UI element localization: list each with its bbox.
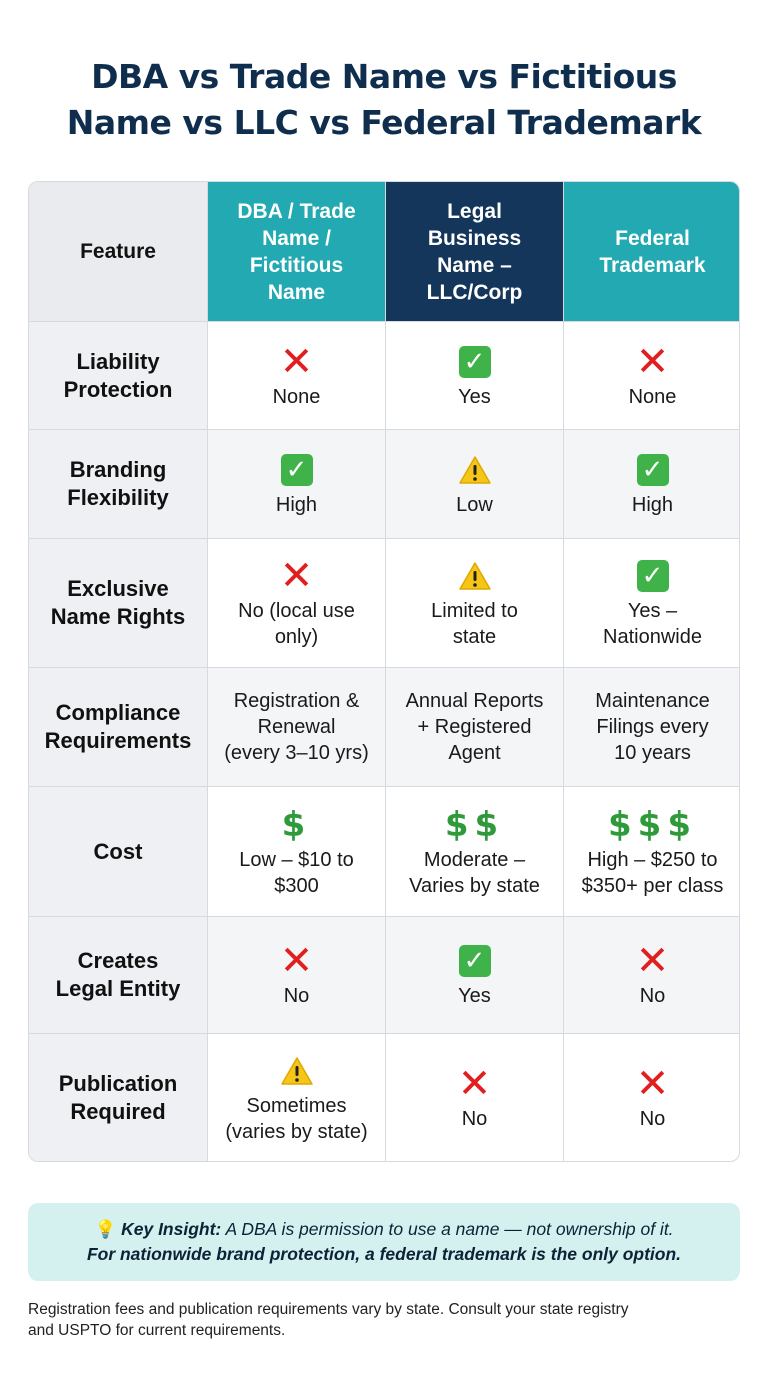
cell-text-line: Protection	[63, 376, 173, 402]
key-insight-text-2: For nationwide brand protection, a federal trademark is the only option.	[86, 1244, 682, 1264]
cell-text-line: LLC/Corp	[426, 280, 523, 304]
table-row	[29, 916, 739, 1033]
value-cell-dba	[207, 787, 385, 916]
header-llc	[385, 182, 563, 321]
cell-text-line: $300	[274, 874, 319, 897]
cell-text-line: Branding	[69, 457, 167, 482]
cell-text-line: Legal	[447, 199, 502, 223]
status-symbol	[459, 941, 491, 981]
dollar-icon: $$$	[608, 804, 697, 845]
check-icon: ✓	[281, 454, 313, 486]
value-cell-dba	[207, 430, 385, 538]
status-symbol	[635, 938, 670, 984]
value-cell-trademark	[563, 430, 740, 538]
cell-text-line: Sometimes	[246, 1094, 347, 1117]
feature-label	[29, 430, 207, 538]
cell-text-line: No	[283, 985, 310, 1007]
page-title-line-1: DBA vs Trade Name vs Fictitious	[91, 57, 677, 96]
cell-text-line: Moderate –	[423, 848, 526, 871]
cell-text-line: Trademark	[599, 253, 706, 277]
cell-text-line: No	[639, 1107, 666, 1130]
footnote	[28, 1299, 740, 1341]
cell-text-line: Filings every	[596, 716, 709, 738]
value-cell-trademark	[563, 539, 740, 667]
x-icon: ✕	[279, 338, 314, 385]
x-icon: ✕	[279, 553, 314, 599]
status-symbol	[635, 338, 670, 385]
header-trademark	[563, 182, 740, 321]
cell-text-line: Fictitious	[249, 253, 344, 277]
cell-text-line: DBA / Trade	[237, 199, 356, 223]
cell-text-line: High – $250 to	[587, 848, 718, 871]
comparison-table	[28, 181, 740, 1162]
status-symbol	[459, 342, 491, 382]
feature-label	[29, 539, 207, 667]
cell-text-line: Legal Entity	[55, 976, 181, 1001]
cell-text-line: Name Rights	[50, 604, 186, 629]
warning-icon	[458, 561, 492, 591]
check-icon: ✓	[459, 346, 491, 378]
cell-text-line: Exclusive	[67, 576, 169, 601]
value-cell-llc	[385, 787, 563, 916]
feature-label	[29, 322, 207, 429]
cell-text-line: High	[631, 494, 674, 516]
cell-text-line: Feature	[80, 240, 156, 263]
footnote-line-1: Registration fees and publication requirements vary by state. Consult your state registry	[28, 1301, 629, 1318]
value-cell-trademark	[563, 917, 740, 1033]
table-row	[29, 786, 739, 916]
status-symbol	[281, 450, 313, 490]
cell-text-line: $350+ per class	[581, 874, 724, 897]
cell-text-line: state	[452, 626, 497, 648]
value-cell-dba	[207, 322, 385, 429]
cell-text-line: Flexibility	[67, 485, 169, 510]
value-cell-trademark	[563, 322, 740, 429]
value-cell-dba	[207, 668, 385, 786]
status-symbol	[457, 1060, 492, 1107]
cell-text-line: Annual Reports	[405, 690, 544, 712]
value-cell-llc	[385, 430, 563, 538]
dollar-icon: $	[281, 804, 312, 845]
cell-text-line: Liability	[76, 348, 160, 374]
x-icon: ✕	[635, 938, 670, 984]
status-symbol	[282, 805, 312, 845]
table-header-row	[29, 182, 739, 321]
x-icon: ✕	[635, 338, 670, 385]
cell-text-line: Compliance	[55, 700, 181, 725]
status-symbol	[279, 553, 314, 599]
key-insight-line-2	[87, 1242, 681, 1267]
value-cell-llc	[385, 1034, 563, 1161]
cell-text-line: + Registered	[417, 716, 532, 738]
table-row	[29, 321, 739, 429]
x-icon: ✕	[279, 938, 314, 984]
check-icon: ✓	[637, 560, 669, 592]
cell-text-line: Low	[456, 494, 493, 516]
cell-text-line: None	[628, 385, 677, 408]
cell-text-line: 10 years	[614, 742, 691, 764]
page-title	[0, 54, 768, 146]
cell-text-line: Federal	[615, 226, 690, 250]
feature-label	[29, 917, 207, 1033]
status-symbol	[608, 805, 697, 845]
cell-text-line: Agent	[448, 742, 501, 764]
cell-text-line: Limited to	[431, 600, 518, 622]
lightbulb-icon: 💡	[94, 1219, 117, 1239]
cell-text-line: (varies by state)	[225, 1120, 368, 1143]
header-feature	[29, 182, 207, 321]
check-icon: ✓	[637, 454, 669, 486]
page-title-line-2: Name vs LLC vs Federal Trademark	[66, 103, 702, 142]
status-symbol	[635, 1060, 670, 1107]
status-symbol	[445, 805, 504, 845]
value-cell-trademark	[563, 668, 740, 786]
value-cell-dba	[207, 917, 385, 1033]
warning-icon	[280, 1056, 314, 1086]
cell-text-line: Varies by state	[409, 874, 540, 897]
value-cell-trademark	[563, 1034, 740, 1161]
cell-text-line: No	[461, 1107, 488, 1130]
cell-text-line: None	[272, 385, 321, 408]
table-row	[29, 1033, 739, 1161]
status-symbol	[637, 556, 669, 596]
table-row	[29, 667, 739, 786]
table-row	[29, 538, 739, 667]
feature-label	[29, 668, 207, 786]
status-symbol	[458, 450, 492, 490]
value-cell-llc	[385, 539, 563, 667]
status-symbol	[279, 938, 314, 984]
cell-text-line: Low – $10 to	[239, 848, 354, 871]
cell-text-line: High	[275, 494, 318, 516]
cell-text-line: Yes	[458, 385, 491, 408]
status-symbol	[279, 338, 314, 385]
cell-text-line: Name	[267, 280, 326, 304]
cell-text-line: Name /	[262, 226, 331, 250]
cell-text-line: Business	[427, 226, 522, 250]
cell-text-line: No (local use	[238, 600, 355, 622]
cell-text-line: Required	[70, 1098, 166, 1124]
dollar-icon: $$	[444, 804, 505, 845]
cell-text-line: Cost	[93, 838, 143, 864]
cell-text-line: Creates	[77, 948, 159, 973]
cell-text-line: Maintenance	[595, 690, 710, 712]
footnote-line-2: and USPTO for current requirements.	[28, 1322, 286, 1339]
status-symbol	[458, 556, 492, 596]
status-symbol	[637, 450, 669, 490]
value-cell-trademark	[563, 787, 740, 916]
cell-text-line: Name –	[437, 253, 512, 277]
value-cell-dba	[207, 1034, 385, 1161]
feature-label	[29, 787, 207, 916]
cell-text-line: No	[639, 985, 666, 1007]
cell-text-line: (every 3–10 yrs)	[224, 742, 369, 764]
key-insight-label: Key Insight:	[121, 1219, 222, 1239]
cell-text-line: Registration &	[233, 690, 360, 712]
key-insight-box	[28, 1203, 740, 1281]
warning-icon	[458, 455, 492, 485]
value-cell-llc	[385, 917, 563, 1033]
feature-label	[29, 1034, 207, 1161]
cell-text-line: Publication	[58, 1070, 178, 1096]
key-insight-line-1	[94, 1217, 673, 1242]
key-insight-text-1: A DBA is permission to use a name — not ownership of it.	[221, 1219, 674, 1239]
cell-text-line: only)	[274, 626, 319, 648]
cell-text-line: Nationwide	[603, 626, 702, 648]
header-dba	[207, 182, 385, 321]
x-icon: ✕	[457, 1060, 492, 1107]
table-row	[29, 429, 739, 538]
value-cell-dba	[207, 539, 385, 667]
cell-text-line: Renewal	[257, 716, 336, 738]
x-icon: ✕	[635, 1060, 670, 1107]
value-cell-llc	[385, 322, 563, 429]
cell-text-line: Requirements	[44, 728, 192, 753]
cell-text-line: Yes –	[627, 600, 678, 622]
status-symbol	[280, 1051, 314, 1091]
cell-text-line: Yes	[458, 985, 491, 1007]
value-cell-llc	[385, 668, 563, 786]
check-icon: ✓	[459, 945, 491, 977]
